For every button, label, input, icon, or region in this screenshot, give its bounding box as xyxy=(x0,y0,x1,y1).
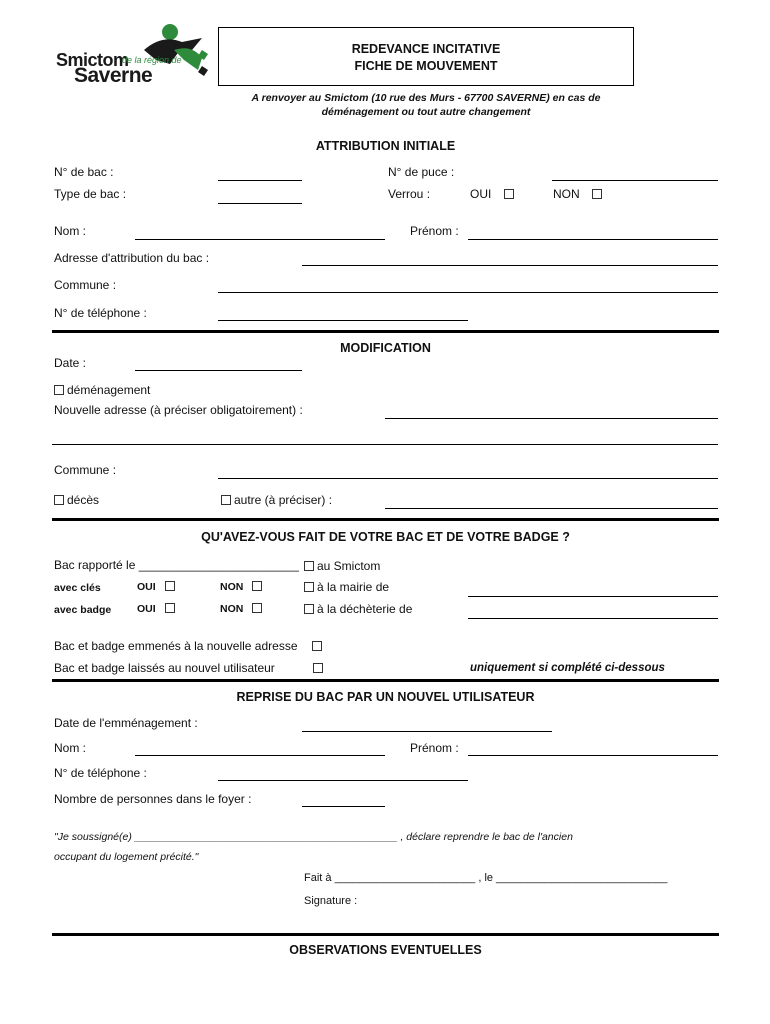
option-mairie[interactable] xyxy=(301,580,389,594)
label-signature: Signature : xyxy=(304,895,358,907)
label-date: Date : xyxy=(54,356,87,370)
option-deces[interactable] xyxy=(51,493,99,507)
cles-oui-label: OUI xyxy=(137,581,156,593)
section-title-modification: MODIFICATION xyxy=(340,341,431,355)
declaration-line2: occupant du logement précité." xyxy=(54,851,199,863)
label-no-puce: N° de puce : xyxy=(388,165,455,179)
logo-text-saverne: Saverne xyxy=(74,64,153,87)
label-nom: Nom : xyxy=(54,224,87,238)
adresse-field[interactable] xyxy=(302,265,718,266)
section-title-bac-badge: QU'AVEZ-VOUS FAIT DE VOTRE BAC ET DE VOTRE BADGE ? xyxy=(201,530,570,544)
commune-field[interactable] xyxy=(218,292,718,293)
no-bac-field[interactable] xyxy=(218,180,302,181)
label-telephone: N° de téléphone : xyxy=(54,306,147,320)
label-bac-rapporte: Bac rapporté le ________________________ xyxy=(54,558,299,572)
decheterie-field[interactable] xyxy=(468,618,718,619)
label-prenom-reprise: Prénom : xyxy=(410,741,459,755)
divider xyxy=(52,518,719,521)
title-box xyxy=(218,27,634,86)
subtitle-line1: A renvoyer au Smictom (10 rue des Murs - 67700 SAVERNE) en cas de xyxy=(251,92,601,104)
prenom-field[interactable] xyxy=(468,239,718,240)
autre-field[interactable] xyxy=(385,508,718,509)
section-title-reprise: REPRISE DU BAC PAR UN NOUVEL UTILISATEUR xyxy=(236,690,535,704)
verrou-oui-label: OUI xyxy=(470,187,492,201)
option-demenagement[interactable] xyxy=(51,383,150,397)
option-au-smictom[interactable] xyxy=(301,559,380,573)
subtitle xyxy=(218,91,634,119)
au-smictom-label: au Smictom xyxy=(317,559,381,573)
date-field[interactable] xyxy=(135,370,302,371)
cles-non[interactable] xyxy=(220,581,265,593)
badge-non-label: NON xyxy=(220,603,244,615)
divider xyxy=(52,933,719,936)
logo-text-smictom: Smictom xyxy=(56,50,129,70)
telephone-field[interactable] xyxy=(218,320,468,321)
cles-non-label: NON xyxy=(220,581,244,593)
label-no-bac: N° de bac : xyxy=(54,165,114,179)
prenom-reprise-field[interactable] xyxy=(468,755,718,756)
badge-oui-checkbox[interactable] xyxy=(165,603,175,613)
verrou-non-label: NON xyxy=(553,187,580,201)
nom-field[interactable] xyxy=(135,239,385,240)
emmenes-label: Bac et badge emmenés à la nouvelle adresse xyxy=(54,639,298,653)
title-line1: REDEVANCE INCITATIVE xyxy=(351,42,501,56)
option-autre[interactable] xyxy=(218,493,332,507)
label-nouvelle-adresse: Nouvelle adresse (à préciser obligatoirement) : xyxy=(54,403,303,417)
divider xyxy=(52,330,719,333)
logo-text-region: de la région de xyxy=(122,55,182,65)
label-type-bac: Type de bac : xyxy=(54,187,127,201)
mairie-checkbox[interactable] xyxy=(304,582,314,592)
verrou-non[interactable] xyxy=(553,187,605,201)
label-nb-personnes: Nombre de personnes dans le foyer : xyxy=(54,792,252,806)
au-smictom-checkbox[interactable] xyxy=(304,561,314,571)
label-commune-modif: Commune : xyxy=(54,463,117,477)
cles-oui-checkbox[interactable] xyxy=(165,581,175,591)
cles-oui[interactable] xyxy=(137,581,178,593)
laisses-label: Bac et badge laissés au nouvel utilisateur xyxy=(54,661,275,675)
note-uniquement: uniquement si complété ci-dessous xyxy=(470,662,665,674)
decheterie-label: à la déchèterie de xyxy=(317,602,413,616)
nom-reprise-field[interactable] xyxy=(135,755,385,756)
deces-label: décès xyxy=(67,493,100,507)
decheterie-checkbox[interactable] xyxy=(304,604,314,614)
logo xyxy=(52,20,212,90)
nouvelle-adresse-field-2[interactable] xyxy=(52,444,718,445)
option-laisses[interactable] xyxy=(54,661,326,675)
label-adresse: Adresse d'attribution du bac : xyxy=(54,251,210,265)
divider xyxy=(52,679,719,682)
option-emmenes[interactable] xyxy=(54,639,325,653)
verrou-oui[interactable] xyxy=(470,187,517,201)
demenagement-checkbox[interactable] xyxy=(54,385,64,395)
label-nom-reprise: Nom : xyxy=(54,741,87,755)
subtitle-line2: déménagement ou tout autre changement xyxy=(321,106,531,118)
no-puce-field[interactable] xyxy=(552,180,718,181)
cles-non-checkbox[interactable] xyxy=(252,581,262,591)
declaration-line1: "Je soussigné(e) _____________________________________________ , déclare reprendre le bac de l'ancien xyxy=(54,831,573,843)
label-verrou: Verrou : xyxy=(388,187,431,201)
badge-non-checkbox[interactable] xyxy=(252,603,262,613)
autre-checkbox[interactable] xyxy=(221,495,231,505)
label-date-emmenagement: Date de l'emménagement : xyxy=(54,716,198,730)
telephone-reprise-field[interactable] xyxy=(218,780,468,781)
section-title-observations: OBSERVATIONS EVENTUELLES xyxy=(289,943,482,957)
mairie-label: à la mairie de xyxy=(317,580,390,594)
label-telephone-reprise: N° de téléphone : xyxy=(54,766,147,780)
mairie-field[interactable] xyxy=(468,596,718,597)
laisses-checkbox[interactable] xyxy=(313,663,323,673)
title-line2: FICHE DE MOUVEMENT xyxy=(354,59,498,73)
date-emmenagement-field[interactable] xyxy=(302,731,552,732)
option-decheterie[interactable] xyxy=(301,602,412,616)
badge-non[interactable] xyxy=(220,603,265,615)
commune-modif-field[interactable] xyxy=(218,478,718,479)
autre-label: autre (à préciser) : xyxy=(234,493,333,507)
badge-oui-label: OUI xyxy=(137,603,156,615)
nb-personnes-field[interactable] xyxy=(302,806,385,807)
emmenes-checkbox[interactable] xyxy=(312,641,322,651)
nouvelle-adresse-field[interactable] xyxy=(385,418,718,419)
verrou-non-checkbox[interactable] xyxy=(592,189,602,199)
deces-checkbox[interactable] xyxy=(54,495,64,505)
label-commune: Commune : xyxy=(54,278,117,292)
label-avec-badge: avec badge xyxy=(54,604,112,616)
demenagement-label: déménagement xyxy=(67,383,151,397)
section-title-attribution: ATTRIBUTION INITIALE xyxy=(315,139,456,153)
fait-a-line: Fait à _______________________ , le ____________________________ xyxy=(304,872,668,884)
label-avec-cles: avec clés xyxy=(54,582,101,594)
badge-oui[interactable] xyxy=(137,603,178,615)
label-prenom: Prénom : xyxy=(410,224,459,238)
verrou-oui-checkbox[interactable] xyxy=(504,189,514,199)
type-bac-field[interactable] xyxy=(218,203,302,204)
